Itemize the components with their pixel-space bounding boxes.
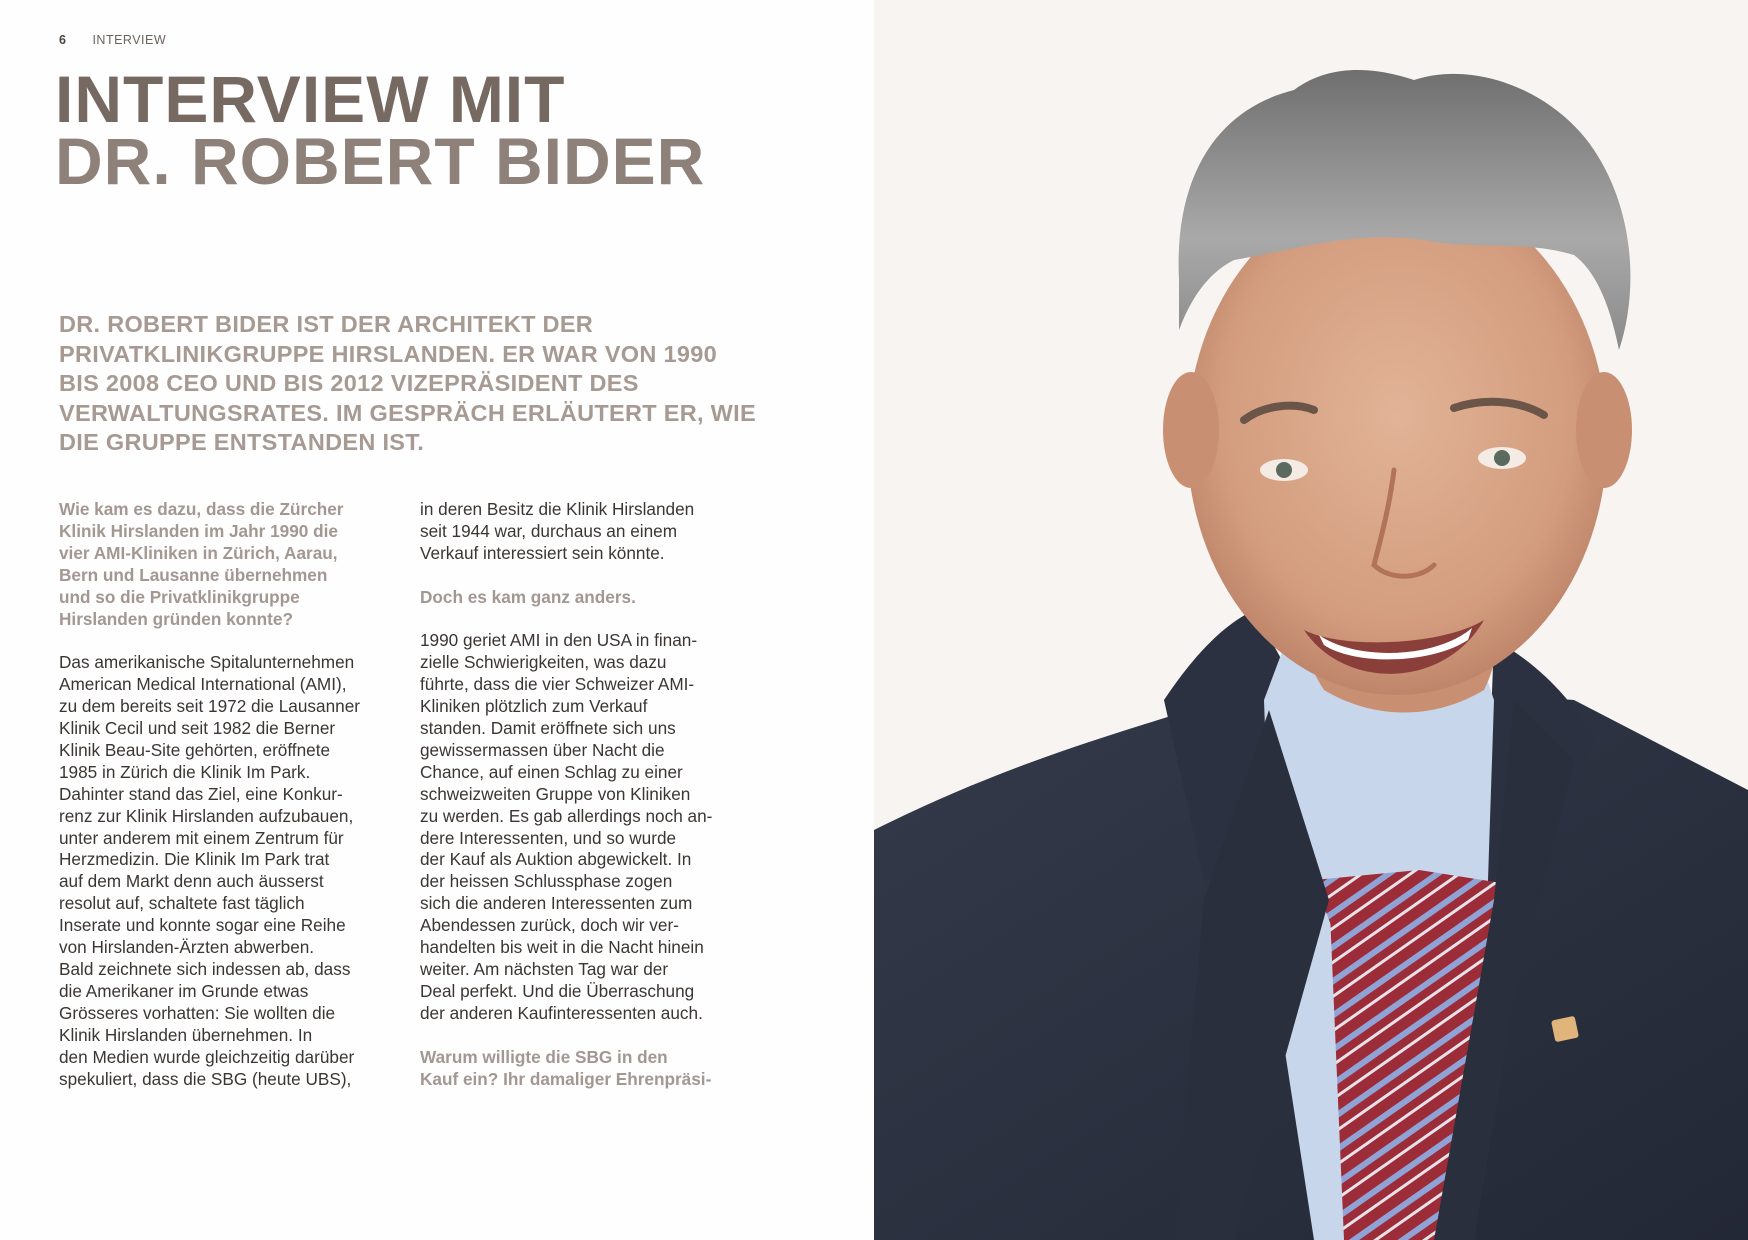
right-page [874,0,1748,1240]
text-column-2 [420,499,770,1090]
text-column-1 [59,499,409,1090]
title-line-2: DR. ROBERT BIDER [55,124,706,198]
portrait-photo [874,0,1748,1240]
answer: Das amerikanische Spitalunternehmen American Medical International (AMI), zu dem bereits seit 1972 die Lausanner Klinik Cecil und seit 1982 die Berner Klinik Beau-Site gehörten, eröffnete 1985 in Zürich die Klinik Im Park. Dahinter stand das Ziel, eine Konkur- renz zur Klinik Hirslanden aufzubauen, unter anderem mit einem Zentrum für Herzmedizin. Die Klinik Im Park trat auf dem Markt denn auch äusserst resolut auf, schaltete fast täglich Inserate und konnte sogar eine Reihe von Hirslanden-Ärzten abwerben. Bald zeichnete sich indessen ab, dass die Amerikaner im Grunde etwas Grösseres vorhatten: Sie wollten die Klinik Hirslanden übernehmen. In den Medien wurde gleichzeitig darüber spekuliert, dass die SBG (heute UBS), [59,652,360,1089]
answer-continuation: in deren Besitz die Klinik Hirslanden seit 1944 war, durchaus an einem Verkauf interessiert sein könnte. [420,499,695,563]
page-number: 6 [59,33,67,47]
section-label: INTERVIEW [92,33,167,47]
face [1187,185,1607,695]
question: Warum willigte die SBG in den Kauf ein? Ihr damaliger Ehrenpräsi- [420,1046,712,1089]
question: Wie kam es dazu, dass die Zürcher Klinik Hirslanden im Jahr 1990 die vier AMI-Kliniken in Zürich, Aarau, Bern und Lausanne übernehmen und so die Privatklinikgruppe Hirslanden gründen konnte? [59,499,344,629]
question: Doch es kam ganz anders. [420,586,636,607]
page-title [55,62,706,198]
lead-paragraph: DR. ROBERT BIDER IST DER ARCHITEKT DER PRIVATKLINIKGRUPPE HIRSLANDEN. ER WAR VON 1990 BIS 2008 CEO UND BIS 2012 VIZEPRÄSIDENT DES VERWALTUNGSRATES. IM GESPRÄCH ERLÄUTERT ER, WIE DIE GRUPPE ENTSTANDEN IST. [59,311,756,455]
title-line-1: INTERVIEW MIT [55,62,566,136]
page-header [59,33,166,47]
answer: 1990 geriet AMI in den USA in finan- zielle Schwierigkeiten, was dazu führte, dass die vier Schweizer AMI- Kliniken plötzlich zum Verkauf standen. Damit eröffnete sich uns gewissermassen über Nacht die Chance, auf einen Schlag zu einer schweizweiten Gruppe von Kliniken zu werden. Es gab allerdings noch an- dere Interessenten, und so wurde der Kauf als Auktion abgewickelt. In der heissen Schlussphase zogen sich die anderen Interessenten zum Abendessen zurück, doch wir ver- handelten bis weit in die Nacht hinein weiter. Am nächsten Tag war der Deal perfekt. Und die Überraschung der anderen Kaufinteressenten auch. [420,630,713,1023]
